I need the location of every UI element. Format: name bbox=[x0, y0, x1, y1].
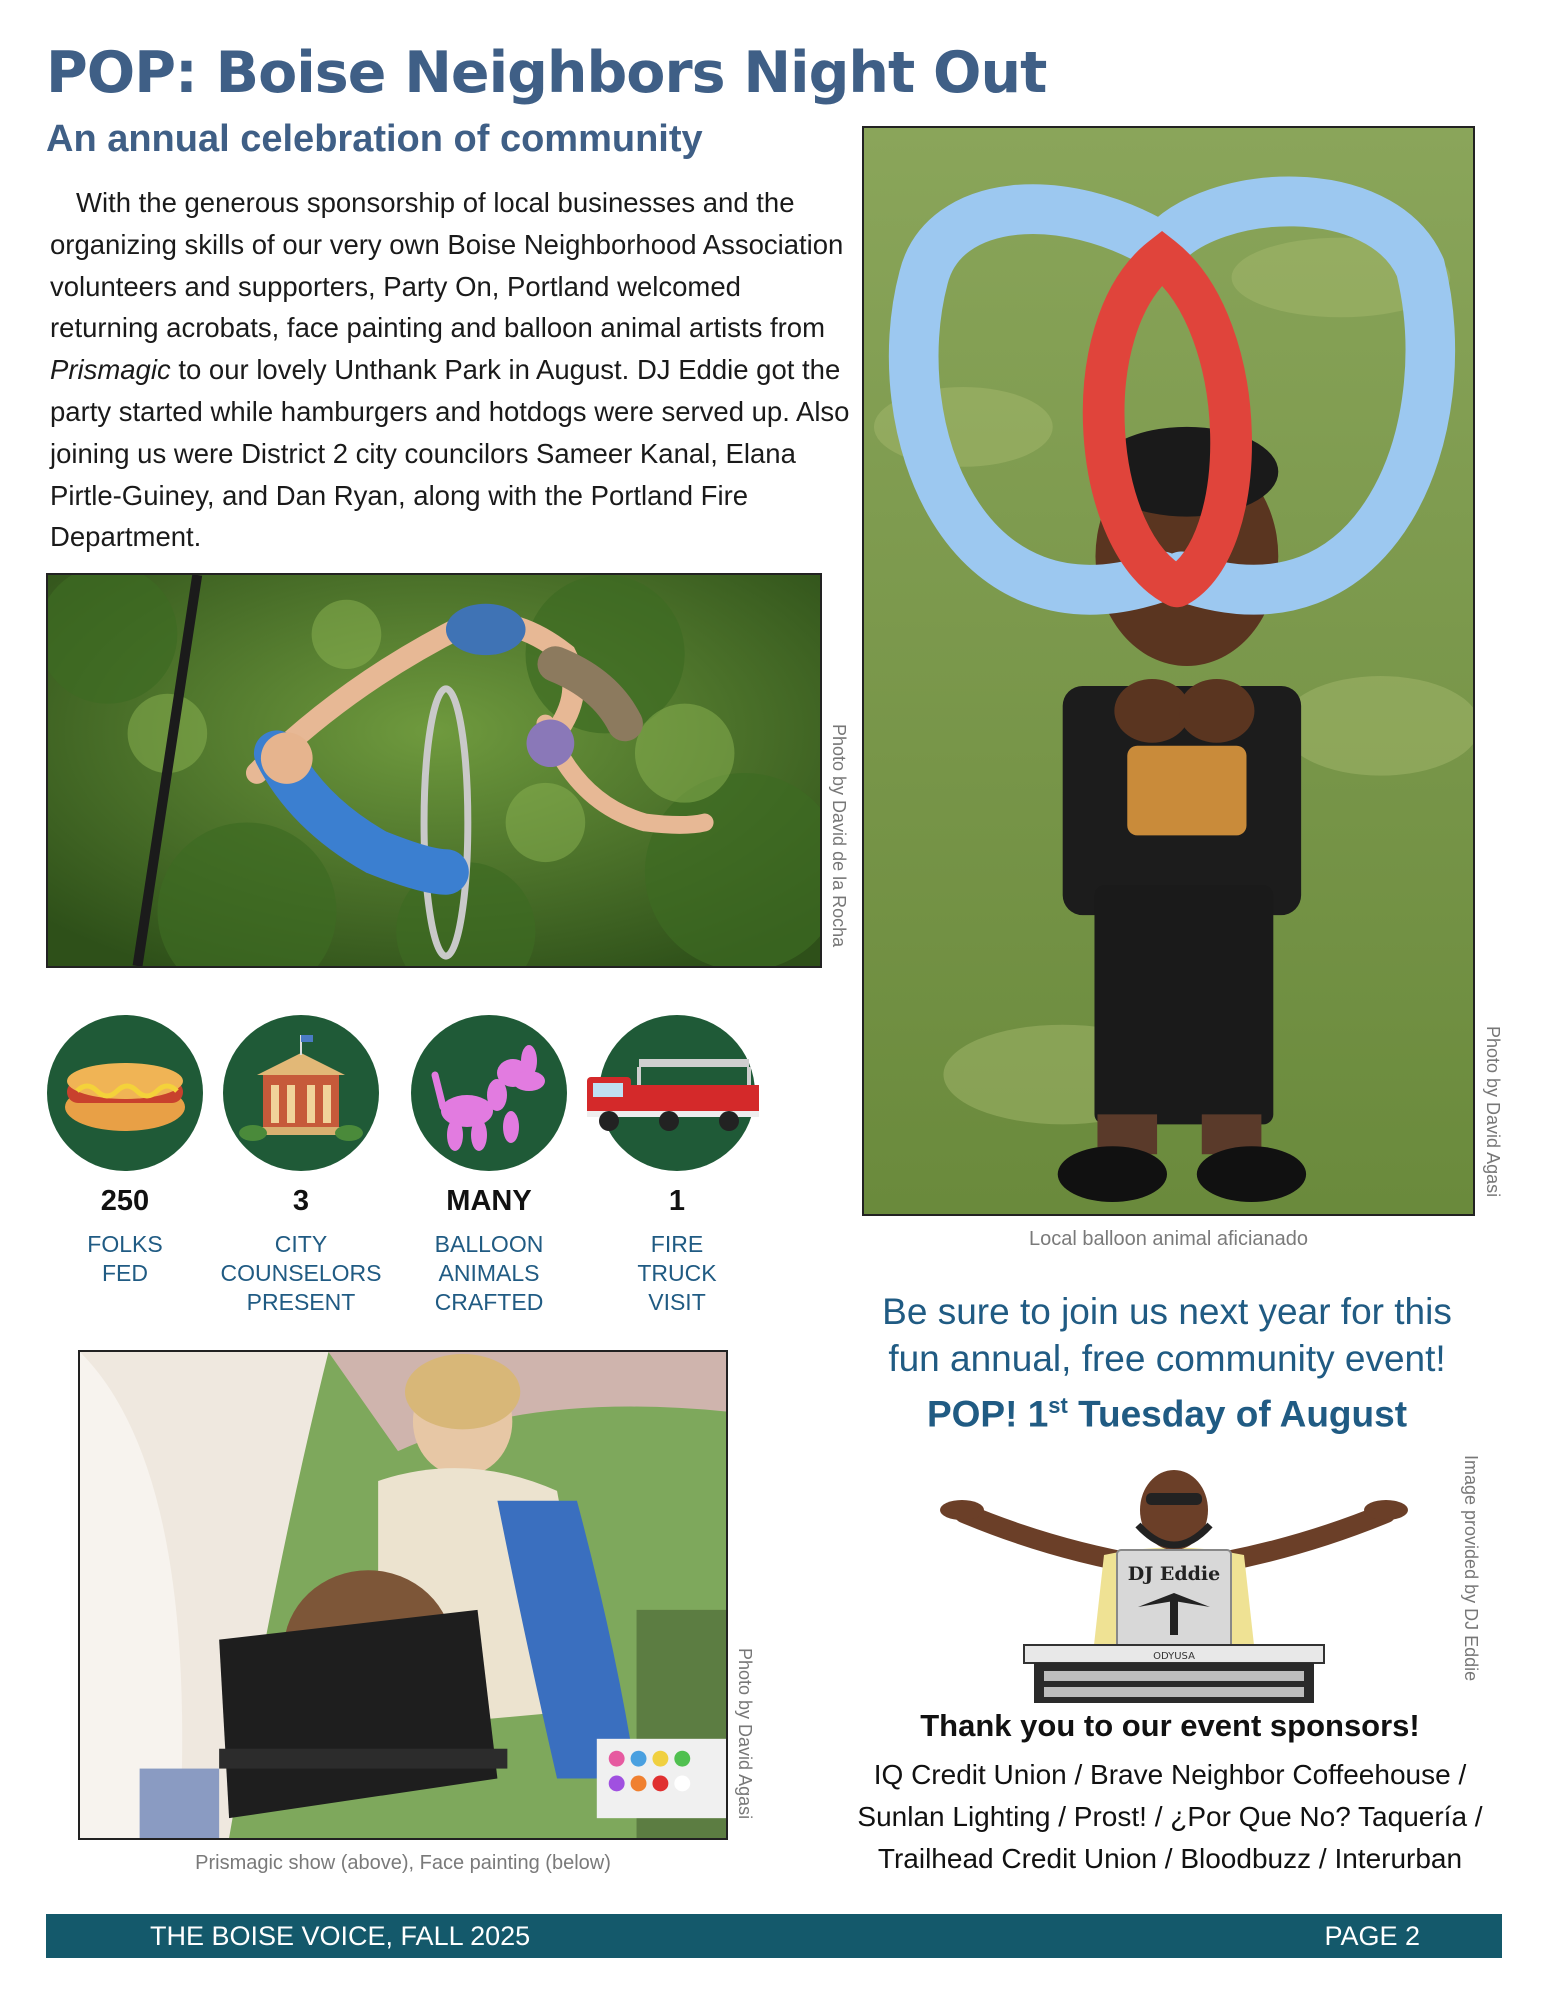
stat-folks-fed bbox=[30, 1015, 220, 1288]
face-painting-photo bbox=[78, 1350, 728, 1840]
sponsors-list bbox=[810, 1754, 1530, 1880]
sponsors-heading: Thank you to our event sponsors! bbox=[920, 1708, 1420, 1743]
stat-value: 3 bbox=[292, 1185, 310, 1217]
intro-text-2: to our lovely Unthank Park in August. DJ Eddie got the party started while hamburgers and hotdogs were served up. Also joining us were District 2 city councilors Sameer Kanal, Elana Pirtle-Guiney, and Dan Ryan, along with the Portland Fire Department. bbox=[50, 354, 850, 553]
dj-eddie-image bbox=[924, 1455, 1424, 1707]
intro-paragraph bbox=[50, 182, 850, 558]
callout-date bbox=[848, 1382, 1486, 1437]
page-title: POP: Boise Neighbors Night Out bbox=[46, 40, 1047, 106]
child-balloon-photo bbox=[862, 126, 1475, 1216]
footer-page-number: PAGE 2 bbox=[1324, 1921, 1420, 1951]
stat-label: FIRE TRUCK VISIT bbox=[637, 1231, 717, 1315]
stat-label: BALLOON ANIMALS CRAFTED bbox=[434, 1231, 544, 1315]
dj-image-credit: Image provided by DJ Eddie bbox=[1461, 1455, 1481, 1682]
sponsors-line: Trailhead Credit Union / Bloodbuzz / Interurban bbox=[877, 1843, 1463, 1874]
callout-line-2: fun annual, free community event! bbox=[888, 1338, 1446, 1379]
sponsors-line: Sunlan Lighting / Prost! / ¿Por Que No? Taquería / bbox=[857, 1801, 1483, 1832]
callout-date-ordinal: st bbox=[1048, 1393, 1068, 1418]
stat-label: FOLKS FED bbox=[87, 1231, 163, 1286]
child-photo-credit: Photo by David Agasi bbox=[1483, 1026, 1503, 1198]
stat-icon-circle bbox=[411, 1015, 567, 1171]
footer-bar bbox=[46, 1914, 1502, 1958]
stat-icon-circle bbox=[599, 1015, 755, 1171]
next-year-callout bbox=[848, 1288, 1486, 1437]
stat-fire-truck bbox=[582, 1015, 772, 1317]
hotdog-icon bbox=[47, 1015, 203, 1171]
callout-line-1: Be sure to join us next year for this bbox=[882, 1291, 1452, 1332]
dj-laptop-label: DJ Eddie bbox=[1127, 1563, 1221, 1585]
acrobats-photo-credit: Photo by David de la Rocha bbox=[829, 724, 849, 948]
callout-date-part-2: Tuesday of August bbox=[1067, 1393, 1408, 1435]
child-photo-caption: Local balloon animal aficianado bbox=[1028, 1228, 1309, 1250]
page-subtitle: An annual celebration of community bbox=[46, 118, 703, 160]
intro-text-1: With the generous sponsorship of local businesses and the organizing skills of our very own Boise Neighborhood Association volunteers and supporters, Party On, Portland welcomed returning acrobats, face painting and balloon animal artists from bbox=[50, 187, 844, 344]
face-painting-credit: Photo by David Agasi bbox=[735, 1648, 755, 1820]
stat-value: 250 bbox=[100, 1185, 150, 1217]
callout-date-part-1: POP! 1 bbox=[926, 1393, 1049, 1435]
acrobats-photo bbox=[46, 573, 822, 968]
stat-label: CITY COUNSELORS PRESENT bbox=[220, 1231, 382, 1315]
fire-truck-icon bbox=[599, 1015, 755, 1171]
stat-city-counselors bbox=[206, 1015, 396, 1317]
city-hall-icon bbox=[223, 1015, 379, 1171]
stat-icon-circle bbox=[223, 1015, 379, 1171]
stat-value: MANY bbox=[446, 1185, 532, 1217]
stat-value: 1 bbox=[668, 1185, 686, 1217]
sponsors-line: IQ Credit Union / Brave Neighbor Coffeehouse / bbox=[873, 1759, 1467, 1790]
balloon-dog-icon bbox=[411, 1015, 567, 1171]
stat-icon-circle bbox=[47, 1015, 203, 1171]
intro-italic: Prismagic bbox=[50, 354, 171, 386]
lower-photo-caption: Prismagic show (above), Face painting (below) bbox=[195, 1852, 611, 1874]
footer-publication: THE BOISE VOICE, FALL 2025 bbox=[150, 1921, 531, 1951]
stat-balloon-animals bbox=[394, 1015, 584, 1317]
dj-deck-label: ODYUSA bbox=[1153, 1651, 1195, 1662]
